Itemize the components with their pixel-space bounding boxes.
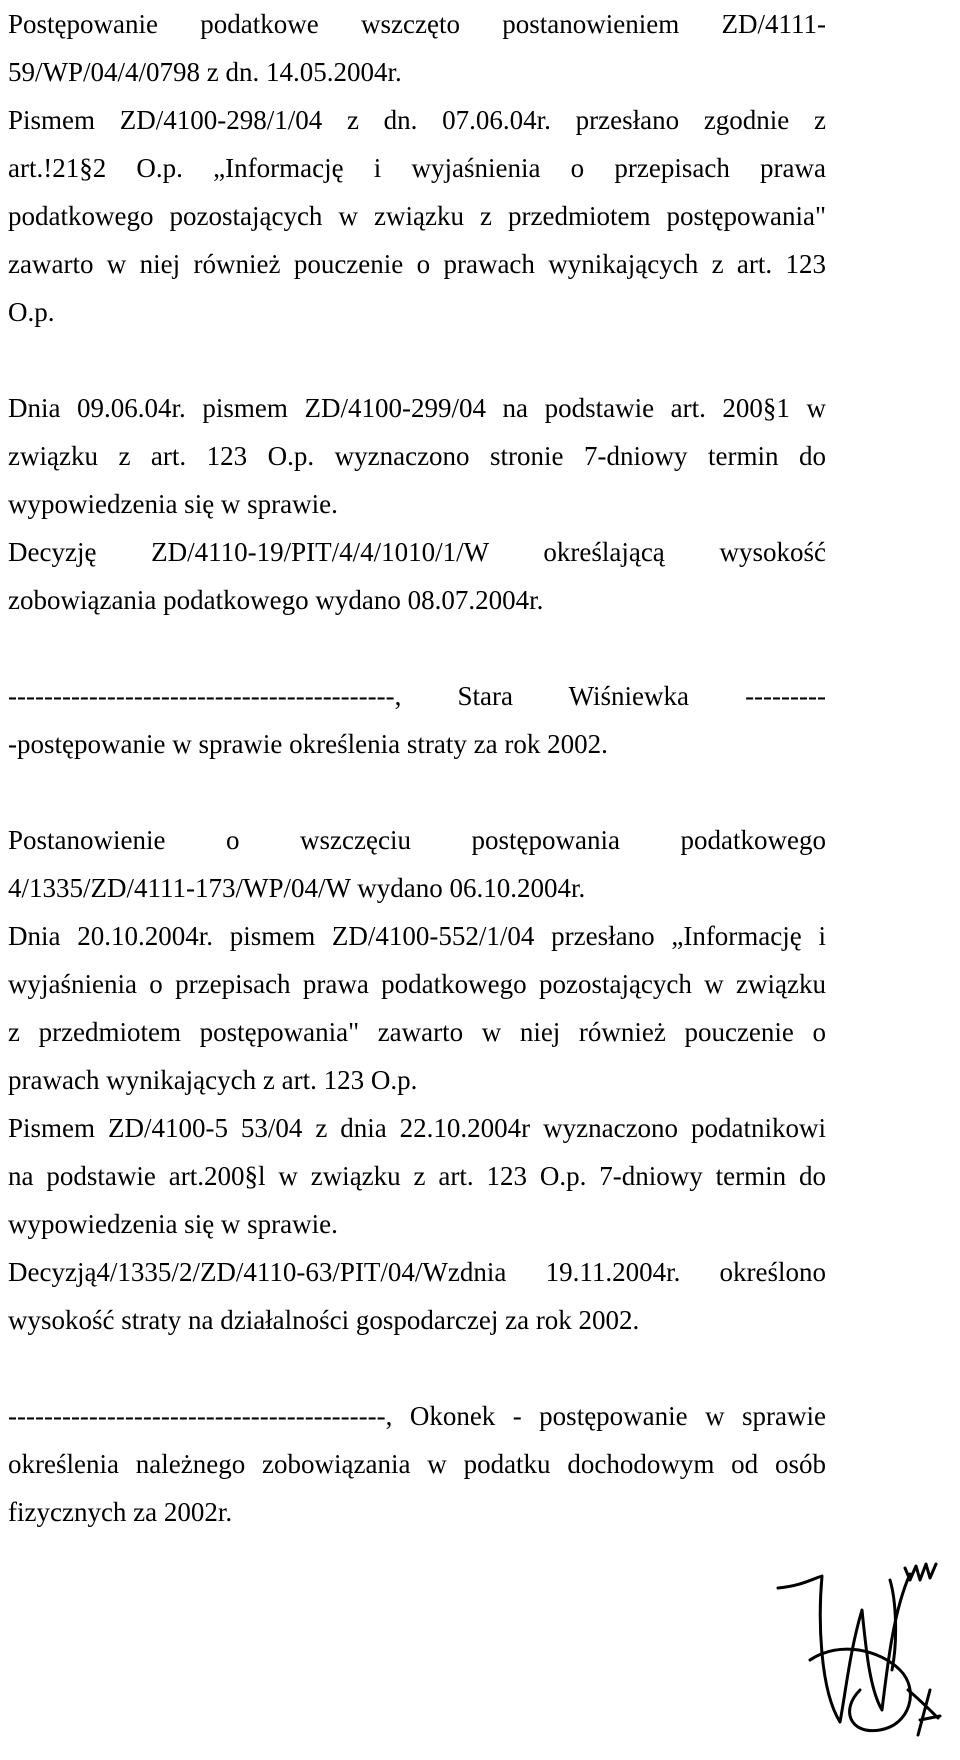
text-line: wyjaśnienia o przepisach prawa podatkowego pozostających w związku bbox=[8, 969, 826, 999]
text-line: Decyzję ZD/4110-19/PIT/4/4/1010/1/W określającą wysokość bbox=[8, 537, 826, 567]
text-line: na podstawie art.200§l w związku z art. 123 O.p. 7-dniowy termin do bbox=[8, 1161, 826, 1191]
text-line: wysokość straty na działalności gospodarczej za rok 2002. bbox=[8, 1305, 640, 1335]
section-separator: -------------------------------------------, Stara Wiśniewka --------- bbox=[8, 681, 826, 711]
text-line: wypowiedzenia się w sprawie. bbox=[8, 1209, 338, 1239]
text-line: 59/WP/04/4/0798 z dn. 14.05.2004r. bbox=[8, 57, 402, 87]
text-line: zawarto w niej również pouczenie o prawach wynikających z art. 123 bbox=[8, 249, 826, 279]
text-line: związku z art. 123 O.p. wyznaczono stronie 7-dniowy termin do bbox=[8, 441, 826, 471]
text-line: art.!21§2 O.p. „Informację i wyjaśnienia o przepisach prawa bbox=[8, 153, 826, 183]
spacer bbox=[8, 768, 826, 816]
section-separator: ------------------------------------------, Okonek - postępowanie w sprawie bbox=[8, 1401, 826, 1431]
document-page bbox=[8, 0, 826, 1536]
text-line: zobowiązania podatkowego wydano 08.07.2004r. bbox=[8, 585, 544, 615]
text-line: Pismem ZD/4100-298/1/04 z dn. 07.06.04r. przesłano zgodnie z bbox=[8, 105, 826, 135]
text-line: -postępowanie w sprawie określenia straty za rok 2002. bbox=[8, 729, 608, 759]
text-line: wypowiedzenia się w sprawie. bbox=[8, 489, 338, 519]
text-line: Dnia 20.10.2004r. pismem ZD/4100-552/1/04 przesłano „Informację i bbox=[8, 921, 826, 951]
text-line: 4/1335/ZD/4111-173/WP/04/W wydano 06.10.2004r. bbox=[8, 873, 586, 903]
text-line: określenia należnego zobowiązania w podatku dochodowym od osób bbox=[8, 1449, 826, 1479]
text-line: O.p. bbox=[8, 297, 55, 327]
spacer bbox=[8, 336, 826, 384]
text-line: Decyzją4/1335/2/ZD/4110-63/PIT/04/Wzdnia 19.11.2004r. określono bbox=[8, 1257, 826, 1287]
handwritten-signature bbox=[770, 1540, 950, 1750]
text-line: Pismem ZD/4100-5 53/04 z dnia 22.10.2004r wyznaczono podatnikowi bbox=[8, 1113, 826, 1143]
text-line: z przedmiotem postępowania" zawarto w niej również pouczenie o bbox=[8, 1017, 826, 1047]
text-line: prawach wynikających z art. 123 O.p. bbox=[8, 1065, 418, 1095]
spacer bbox=[8, 1344, 826, 1392]
text-line: fizycznych za 2002r. bbox=[8, 1497, 233, 1527]
text-line: Postanowienie o wszczęciu postępowania podatkowego bbox=[8, 825, 826, 855]
text-line: Postępowanie podatkowe wszczęto postanowieniem ZD/4111- bbox=[8, 9, 826, 39]
spacer bbox=[8, 624, 826, 672]
text-line: Dnia 09.06.04r. pismem ZD/4100-299/04 na podstawie art. 200§1 w bbox=[8, 393, 826, 423]
text-line: podatkowego pozostających w związku z przedmiotem postępowania" bbox=[8, 201, 826, 231]
